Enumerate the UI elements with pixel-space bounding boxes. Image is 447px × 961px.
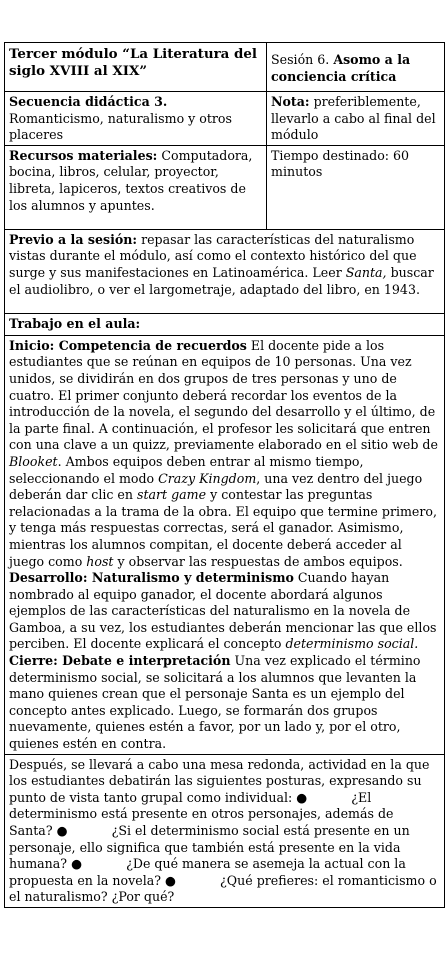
- previous-label: Previo a la sesión:: [9, 231, 138, 247]
- debate-row: [5, 754, 445, 907]
- time-cell: [267, 145, 445, 229]
- question-1: ¿El determinismo está presente en otros personajes, además de Santa?: [9, 789, 394, 838]
- classroom-label: Trabajo en el aula:: [9, 315, 141, 331]
- previous-row: [5, 229, 445, 313]
- note-cell: [267, 92, 445, 146]
- note-text: preferiblemente, llevarlo a cabo al final del módulo: [271, 94, 436, 143]
- header-row: [5, 43, 445, 92]
- start-game-term: start game: [137, 487, 207, 503]
- resources-label: Recursos materiales:: [9, 147, 158, 163]
- development-text: Cuando hayan nombrado al equipo ganador, el docente abordará algunos ejemplos de las características del naturalismo en la novela de Gamboa, a su vez, los estudiantes deberán mencionar las que ellos perciben. El docente explicará el concepto: [9, 570, 437, 652]
- classroom-cell: [5, 313, 445, 335]
- previous-cell: [5, 229, 445, 313]
- debate-cell: [5, 754, 445, 907]
- bullet-icon: ●: [165, 872, 176, 888]
- lesson-plan-table: [4, 42, 445, 908]
- question-2: ¿Si el determinismo social está presente en un personaje, ello significa que también está presente en la vida humana?: [9, 823, 410, 872]
- module-title: Tercer módulo “La Literatura del siglo XVIII al XIX”: [9, 46, 257, 79]
- session-cell: [267, 43, 445, 92]
- start-text-5: y observar las respuestas de ambos equipos.: [113, 553, 403, 569]
- previous-work-title: Santa,: [345, 264, 387, 280]
- crazy-kingdom-mode: Crazy Kingdom: [158, 470, 257, 486]
- sequence-cell: [5, 92, 267, 146]
- question-3: ¿De qué manera se asemeja la actual con la propuesta en la novela?: [9, 856, 406, 888]
- bullet-icon: ●: [56, 823, 68, 838]
- start-text-1: El docente pide a los estudiantes que se reúnan en equipos de 10 personas. Una vez unidos, se dividirán en dos grupos de tres personas y uno de cuatro. El primer conjunto deberá recordar los eventos de la introducción de la novela, el segundo del desarrollo y el último, de la parte final. A continuación, el profesor les solicitará que entren con una clave a un quizz, previamente elaborado en el sitio web de: [9, 337, 438, 453]
- note-label: Nota:: [271, 94, 310, 109]
- concept-term: determinismo social.: [285, 636, 419, 652]
- sequence-row: [5, 92, 445, 146]
- bullet-icon: ●: [71, 856, 83, 872]
- previous-text-1: repasar las características del naturalismo vistas durante el módulo, así como el contexto histórico del que surge y sus manifestaciones en Latinoamérica. Leer: [9, 231, 417, 280]
- activity-row: [5, 335, 445, 754]
- activity-cell: [5, 335, 445, 754]
- resources-text: Computadora, bocina, libros, celular, proyector, libreta, lapiceros, textos creativos de los alumnos y apuntes.: [9, 147, 253, 213]
- resources-row: [5, 145, 445, 229]
- resources-cell: [5, 145, 267, 229]
- session-title: Asomo a la conciencia crítica: [271, 52, 411, 84]
- previous-text-2: buscar el audiolibro, o ver el largometraje, adaptado del libro, en 1943.: [9, 264, 434, 297]
- debate-intro: Después, se llevará a cabo una mesa redonda, actividad en la que los estudiantes debatirán las siguientes posturas, expresando su punto de vista tanto grupal como individual:: [9, 756, 430, 805]
- development-label: Desarrollo: Naturalismo y determinismo: [9, 570, 294, 586]
- sequence-text: Romanticismo, naturalismo y otros placeres: [9, 110, 232, 143]
- closing-text: Una vez explicado el término determinismo social, se solicitará a los alumnos que levanten la mano quienes crean que el personaje Santa es un ejemplo del concepto antes explicado. Luego, se formarán dos grupos nuevamente, quienes estén a favor, por un lado y, por el otro, quienes estén en contra.: [9, 653, 421, 752]
- start-label: Inicio: Competencia de recuerdos: [9, 337, 247, 353]
- start-text-4: y contestar las preguntas relacionadas a la trama de la obra. El equipo que termine primero, y tenga más respuestas correctas, será el ganador. Asimismo, mientras los alumnos compitan, el docente deberá acceder al juego como: [9, 487, 437, 569]
- bullet-icon: ●: [296, 789, 308, 805]
- host-term: host: [86, 553, 114, 569]
- module-title-cell: [5, 43, 267, 92]
- closing-label: Cierre: Debate e interpretación: [9, 653, 231, 669]
- start-text-3: , una vez dentro del juego deberán dar clic en: [9, 470, 423, 503]
- time-text: Tiempo destinado: 60 minutos: [271, 147, 410, 180]
- start-text-2: . Ambos equipos deben entrar al mismo tiempo, seleccionando el modo: [9, 453, 364, 486]
- session-prefix: Sesión 6.: [271, 52, 330, 67]
- classroom-row: [5, 313, 445, 335]
- blooket-name: Blooket: [9, 453, 58, 469]
- question-4: ¿Qué prefieres: el romanticismo o el naturalismo? ¿Por qué?: [9, 872, 437, 905]
- sequence-label: Secuencia didáctica 3.: [9, 94, 168, 109]
